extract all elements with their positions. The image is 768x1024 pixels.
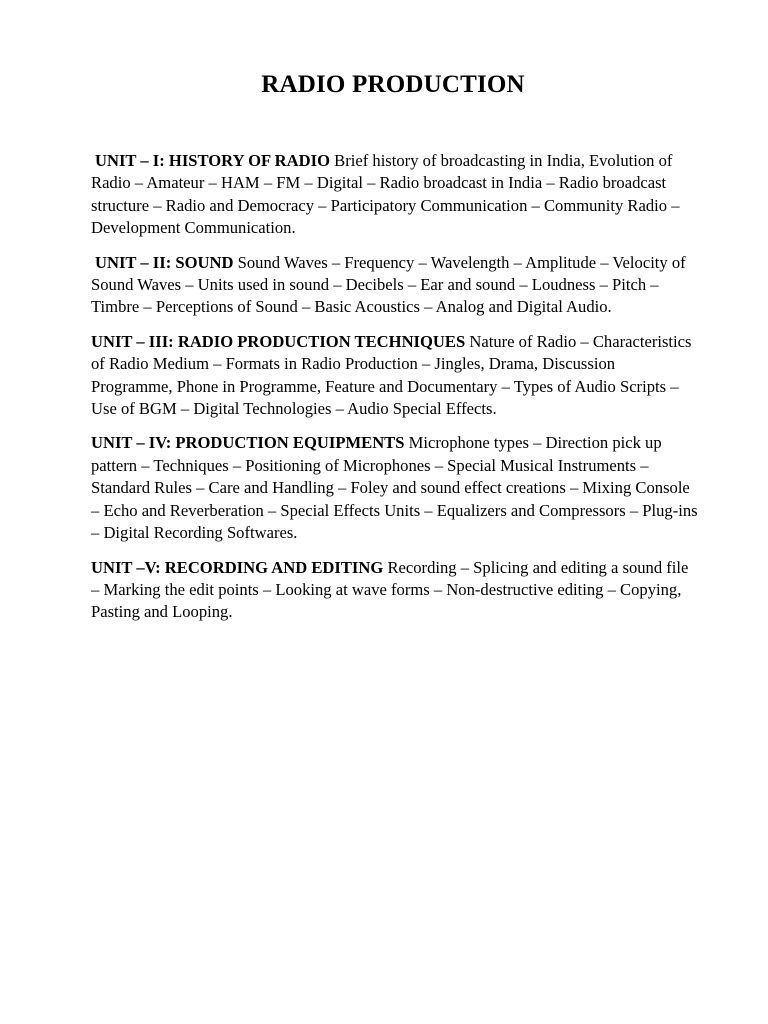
unit-4-text: Microphone types – Direction pick up pattern – Techniques – Positioning of Microphones – Special Musical Instruments – Standard Rules – Care and Handling – Foley and sound effect creations – Mixing Console – Echo and Reverberation – Special Effects Units – Equalizers and Compressors – Plug-ins – Digital Recording Softwares. bbox=[91, 433, 698, 543]
page-title: RADIO PRODUCTION bbox=[261, 71, 525, 98]
unit-3-paragraph bbox=[91, 331, 699, 421]
unit-1-text: Brief history of broadcasting in India, Evolution of Radio – Amateur – HAM – FM – Digital – Radio broadcast in India – Radio broadcast structure – Radio and Democracy – Participatory Communication – Community Radio – Development Communication. bbox=[91, 151, 680, 238]
unit-5-heading: UNIT –V: RECORDING AND EDITING bbox=[91, 557, 384, 577]
unit-5-text: Recording – Splicing and editing a sound file – Marking the edit points – Looking at wave forms – Non-destructive editing – Copying, Pasting and Looping. bbox=[91, 557, 689, 622]
unit-5-paragraph bbox=[91, 557, 699, 624]
unit-2-text: Sound Waves – Frequency – Wavelength – Amplitude – Velocity of Sound Waves – Units used in sound – Decibels – Ear and sound – Loudness – Pitch – Timbre – Perceptions of Sound – Basic Acoustics – Analog and Digital Audio. bbox=[91, 252, 686, 317]
syllabus-body bbox=[91, 150, 699, 624]
unit-3-heading: UNIT – III: RADIO PRODUCTION TECHNIQUES bbox=[91, 331, 466, 351]
unit-1-paragraph bbox=[91, 150, 699, 240]
unit-4-heading: UNIT – IV: PRODUCTION EQUIPMENTS bbox=[91, 433, 405, 453]
unit-1-heading: UNIT – I: HISTORY OF RADIO bbox=[95, 151, 330, 170]
unit-2-paragraph bbox=[91, 252, 699, 319]
unit-4-paragraph bbox=[91, 432, 699, 544]
unit-2-heading: UNIT – II: SOUND bbox=[95, 252, 234, 272]
unit-3-text: Nature of Radio – Characteristics of Radio Medium – Formats in Radio Production – Jingles, Drama, Discussion Programme, Phone in Programme, Feature and Documentary – Types of Audio Scripts – Use of BGM – Digital Technologies – Audio Special Effects. bbox=[91, 331, 692, 419]
